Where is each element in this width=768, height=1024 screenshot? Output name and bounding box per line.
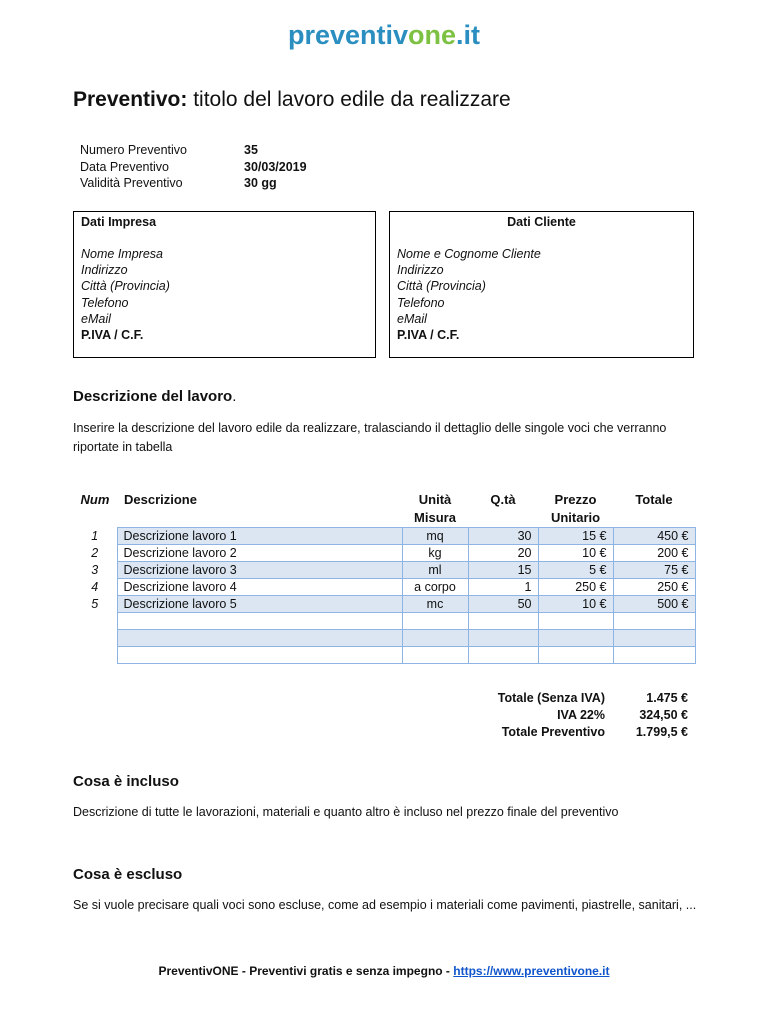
company-info-box bbox=[73, 211, 376, 358]
row-price: 5 € bbox=[538, 562, 613, 579]
table-header-row bbox=[73, 491, 695, 528]
row-unit: mq bbox=[402, 528, 468, 545]
meta-label: Validità Preventivo bbox=[80, 176, 183, 190]
client-email: eMail bbox=[397, 311, 427, 326]
row-price: 10 € bbox=[538, 596, 613, 613]
row-num: 5 bbox=[91, 597, 99, 611]
row-total: 500 € bbox=[613, 596, 695, 613]
row-description: Descrizione lavoro 3 bbox=[117, 562, 402, 579]
row-qty: 1 bbox=[468, 579, 538, 596]
total-row-net bbox=[440, 690, 688, 707]
included-text: Descrizione di tutte le lavorazioni, materiali e quanto altro è incluso nel prezzo finale del preventivo bbox=[73, 805, 619, 819]
footer-link[interactable]: https://www.preventivone.it bbox=[453, 964, 610, 978]
logo-part-preventiv: preventiv bbox=[287, 20, 409, 50]
footer bbox=[0, 964, 768, 978]
included-heading: Cosa è incluso bbox=[73, 773, 179, 790]
row-num: 1 bbox=[91, 529, 99, 543]
row-total: 200 € bbox=[613, 545, 695, 562]
meta-row-data bbox=[80, 160, 307, 177]
client-city: Città (Provincia) bbox=[397, 279, 486, 294]
meta-row-numero bbox=[80, 143, 307, 160]
excluded-text: Se si vuole precisare quali voci sono escluse, come ad esempio i materiali come pavimenti, piastrelle, sanitari, ... bbox=[73, 898, 697, 912]
company-address: Indirizzo bbox=[81, 263, 128, 278]
page-title bbox=[73, 88, 511, 112]
row-num: 2 bbox=[91, 546, 99, 560]
table-row-empty bbox=[73, 613, 695, 630]
client-phone: Telefono bbox=[397, 295, 445, 310]
footer-text: PreventivONE - Preventivi gratis e senza impegno - bbox=[158, 964, 454, 978]
header-price bbox=[538, 491, 613, 528]
total-value: 1.475 € bbox=[646, 691, 688, 705]
company-city: Città (Provincia) bbox=[81, 279, 170, 294]
company-name: Nome Impresa bbox=[81, 247, 163, 261]
meta-value: 35 bbox=[244, 143, 258, 157]
table-row bbox=[73, 579, 695, 596]
meta-row-validita bbox=[80, 176, 307, 193]
table-row bbox=[73, 528, 695, 545]
company-phone: Telefono bbox=[81, 295, 129, 310]
table-row bbox=[73, 562, 695, 579]
header-price-line1: Prezzo bbox=[554, 492, 597, 507]
row-unit: mc bbox=[402, 596, 468, 613]
client-name: Nome e Cognome Cliente bbox=[397, 247, 541, 261]
header-num: Num bbox=[80, 492, 110, 507]
title-text: titolo del lavoro edile da realizzare bbox=[193, 88, 511, 111]
header-total: Totale bbox=[635, 492, 673, 507]
client-info-box bbox=[389, 211, 694, 358]
header-price-line2: Unitario bbox=[550, 510, 601, 525]
row-qty: 50 bbox=[468, 596, 538, 613]
row-qty: 15 bbox=[468, 562, 538, 579]
row-price: 15 € bbox=[538, 528, 613, 545]
work-description-heading-dot: . bbox=[232, 388, 237, 405]
row-description: Descrizione lavoro 5 bbox=[117, 596, 402, 613]
meta-label: Data Preventivo bbox=[80, 159, 169, 174]
client-info-heading: Dati Cliente bbox=[507, 215, 576, 229]
logo-part-it: .it bbox=[456, 20, 481, 50]
totals-block bbox=[440, 690, 688, 741]
meta-value: 30 gg bbox=[244, 176, 277, 190]
row-description: Descrizione lavoro 1 bbox=[117, 528, 402, 545]
total-value: 1.799,5 € bbox=[635, 725, 688, 739]
quote-meta bbox=[80, 143, 307, 193]
row-unit: kg bbox=[402, 545, 468, 562]
row-price: 10 € bbox=[538, 545, 613, 562]
total-row-vat bbox=[440, 707, 688, 724]
row-total: 450 € bbox=[613, 528, 695, 545]
company-email: eMail bbox=[81, 311, 111, 326]
logo-part-one: one bbox=[408, 20, 457, 50]
row-price: 250 € bbox=[538, 579, 613, 596]
total-value: 324,50 € bbox=[639, 708, 688, 722]
header-qty: Q.tà bbox=[490, 492, 516, 507]
total-row-grand bbox=[440, 724, 688, 741]
table-row-empty bbox=[73, 630, 695, 647]
header-unit bbox=[402, 491, 468, 528]
work-description-text: Inserire la descrizione del lavoro edile da realizzare, tralasciando il dettaglio delle singole voci che verranno riportate in tabella bbox=[73, 421, 667, 454]
table-row bbox=[73, 545, 695, 562]
table-row-empty bbox=[73, 647, 695, 664]
title-prefix: Preventivo: bbox=[73, 88, 188, 111]
meta-label: Numero Preventivo bbox=[80, 143, 187, 157]
work-description-heading bbox=[73, 388, 236, 405]
row-qty: 30 bbox=[468, 528, 538, 545]
row-unit: a corpo bbox=[402, 579, 468, 596]
row-qty: 20 bbox=[468, 545, 538, 562]
items-table bbox=[73, 491, 696, 664]
row-total: 75 € bbox=[613, 562, 695, 579]
company-vat: P.IVA / C.F. bbox=[81, 327, 144, 342]
row-total: 250 € bbox=[613, 579, 695, 596]
total-label: Totale Preventivo bbox=[501, 725, 605, 739]
row-num: 3 bbox=[91, 563, 99, 577]
table-row bbox=[73, 596, 695, 613]
row-description: Descrizione lavoro 2 bbox=[117, 545, 402, 562]
logo bbox=[0, 20, 768, 51]
total-label: Totale (Senza IVA) bbox=[497, 691, 605, 705]
row-num: 4 bbox=[91, 580, 99, 594]
row-description: Descrizione lavoro 4 bbox=[117, 579, 402, 596]
header-description: Descrizione bbox=[124, 492, 197, 507]
meta-value: 30/03/2019 bbox=[244, 159, 307, 174]
work-description-heading-text: Descrizione del lavoro bbox=[73, 388, 233, 405]
excluded-heading: Cosa è escluso bbox=[73, 866, 183, 883]
company-info-heading: Dati Impresa bbox=[81, 215, 157, 229]
header-unit-line1: Unità bbox=[418, 492, 452, 507]
row-unit: ml bbox=[402, 562, 468, 579]
total-label: IVA 22% bbox=[557, 708, 605, 722]
header-unit-line2: Misura bbox=[414, 510, 456, 525]
client-address: Indirizzo bbox=[397, 263, 444, 278]
client-vat: P.IVA / C.F. bbox=[397, 327, 460, 342]
